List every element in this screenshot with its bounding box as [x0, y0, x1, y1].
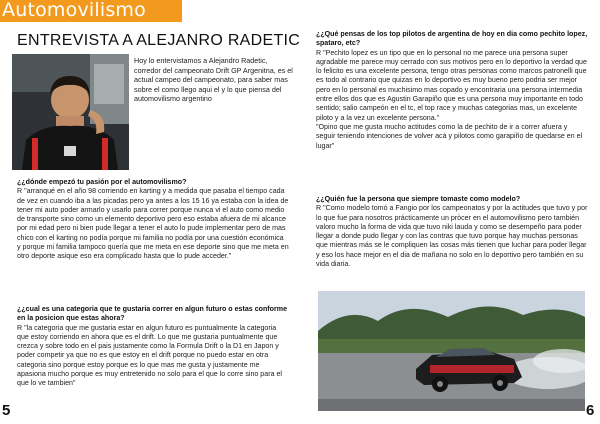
answer-text: R "la categoria que me gustaria estar en algun futuro es puntualmente la categoria que estoy corriendo en ahora que es el drift. Lo que me gustaria puntualmente que crezca y sobre todo en el pais justamente como la Formula Drift o la D1 en Japon y poder competir ya que no es que estoy en el drift porque no puedo estar en otra categoria sino porque estoy porque es lo que mas me gusta y justamente me apasiona mucho porque es muy entretenido no solo para el que lo corre sino para el que lo ve tambien" [17, 323, 283, 388]
question-text: ¿¿Qué pensas de los top pilotos de argentina de hoy en dia como pechito lopez, spataro, etc? [316, 30, 588, 48]
question-text: ¿¿dónde empezó tu pasión por el automovilismo? [17, 178, 187, 186]
question-text: ¿¿Quién fue la persona que siempre tomaste como modelo? [316, 195, 521, 203]
driver-portrait-photo [12, 54, 129, 170]
article-title: ENTREVISTA A ALEJANRO RADETIC [17, 32, 301, 49]
qa-block-1 [17, 178, 289, 262]
answer-text: R "Pechito lopez es un tipo que en lo personal no me parece una persona super agradable me parece muy cerrado con sus motivos pero en lo deportivo la verdad que lo felicito es una excelente persona, tengo otras personas como marcos patronelli que es todo al contrario que quizas en lo deportivo es muy bueno pero podria ser mejor pero en lo personal es muchisimo mas copado y encontraria una persona intermedia entre ellos dos que es Agustin Garapiño que es una persona muy importante en todo sentido; salio campeón en el tc, el top race y muchas categorias mas, un excelente piloto y a la vez un excelente persona." "Opino que me gusta mucho actitudes como la de pechito de ir a correr afuera y seguir teniendo intenciones de volver acá y pilotos como garapiño de quedarse en el lugar" [316, 48, 587, 150]
drift-car-photo [318, 291, 585, 411]
section-header [0, 0, 182, 22]
qa-block-2 [17, 305, 289, 389]
qa-block-3 [316, 30, 588, 151]
section-title: Automovilismo [2, 0, 146, 21]
page-number-left: 5 [2, 402, 11, 419]
page-number-right: 6 [586, 402, 595, 419]
answer-text: R "arranqué en el año 98 corriendo en karting y a medida que pasaba el tiempo cada de vez en cuando iba a las picadas pero ya antes a los 15 16 ya estaba con la idea de tener mi auto poder armarlo y usarlo para correr porque nunca vi el auto como medio de transporte sino como un elemento deportivo pero eso estaba afuera de mi alcance por mi edad pero ni bien pude llegar a tener el auto lo pude implementar pero de mas chico con el karting no podía porque mi familia no podía por una cuestión económica y porque mi familia tampoco quería que me meta en ese deporte sino que me meta en otro deporte asique eso era complicado hasta que lo pude acceder." [17, 187, 289, 261]
article-intro: Hoy lo entervistamos a Alejandro Radetic, corredor del campeonato Drift GP Argenitna, es el actual campeo del campeonato, para saber mas sobre el como llego aqui el y lo que piensa del automovilismo argentino [134, 56, 293, 104]
question-text: ¿¿cual es una categoria que te gustaria correr en algun futuro o estas conforme en la posicion que estas ahora? [17, 305, 288, 323]
answer-text: R "Como modelo tomó a Fangio por los campeonatos y por la actitudes que tuvo y por lo que fue para nosotros prácticamente un pròcer en el automovilismo pero también valoro mucho la forma de vida que tuvo niki lauda y como se desempeño para poder llegar a donde pudo llegar y con las contras que tuvo porque hay muchas personas que mientras más se le compliquen las cosas más tienen que luchar para poder llegar y eso los hace mejor en el dia de mañana no solo en lo deportivo pero también en su vida diaria. [316, 204, 588, 269]
qa-block-4 [316, 195, 588, 269]
